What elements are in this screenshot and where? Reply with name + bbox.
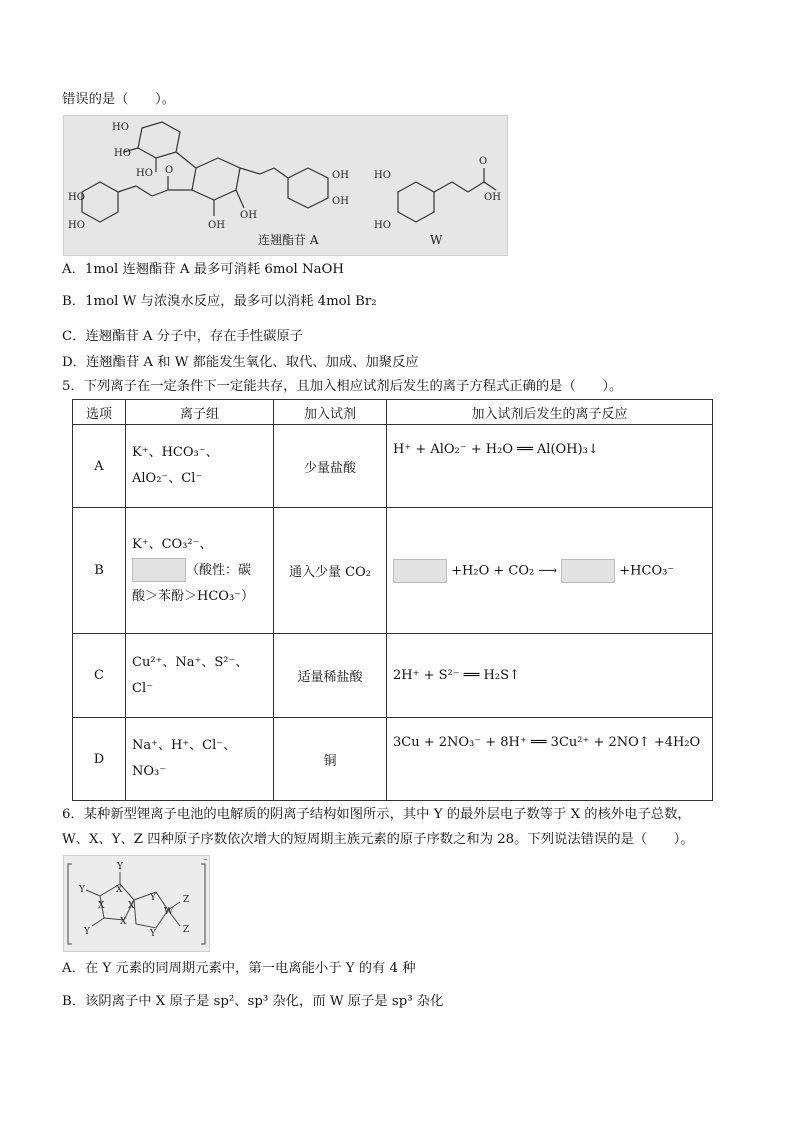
row-c-ions: Cu²⁺、Na⁺、S²⁻、 Cl⁻ <box>126 634 274 718</box>
q6-stem-line-2: W、X、Y、Z 四种原子序数依次增大的短周期主族元素的原子序数之和为 28。下列说法错误的是（ ）。 <box>62 832 694 847</box>
row-b-ions: K⁺、CO₃²⁻、 （酸性：碳 酸＞苯酚＞HCO₃⁻） <box>126 508 274 634</box>
label-z-2: Z <box>183 925 190 935</box>
label-y-bottom: Y <box>84 927 90 937</box>
label-y-ring-2: Y <box>150 929 156 939</box>
row-b-option: B <box>73 508 126 634</box>
anion-structure-diagram <box>64 856 209 951</box>
label-x-2: X <box>98 901 105 911</box>
row-d-reaction: 3Cu + 2NO₃⁻ + 8H⁺ ══ 3Cu²⁺ + 2NO↑ +4H₂O <box>387 718 713 801</box>
label-oh-w: OH <box>484 192 501 203</box>
row-a-reagent: 少量盐酸 <box>274 425 387 508</box>
q5-ion-table <box>72 399 713 801</box>
row-a-option: A <box>73 425 126 508</box>
q4-stem-tail: 错误的是（ ）。 <box>62 92 176 107</box>
row-a-reaction: H⁺ + AlO₂⁻ + H₂O ══ Al(OH)₃↓ <box>387 425 713 508</box>
label-y-ring-1: Y <box>150 893 156 903</box>
q6-option-a: A．在 Y 元素的同周期元素中，第一电离能小于 Y 的有 4 种 <box>62 961 416 976</box>
label-oh-2: OH <box>332 196 349 207</box>
label-charge: ⁻ <box>203 857 208 867</box>
label-y-top: Y <box>117 862 123 872</box>
label-x-1: X <box>116 885 123 895</box>
phenol-structure-image <box>561 559 615 583</box>
row-c-reagent: 适量稀盐酸 <box>274 634 387 718</box>
q4-option-a: A．1mol 连翘酯苷 A 最多可消耗 6mol NaOH <box>62 262 345 277</box>
row-d-option: D <box>73 718 126 801</box>
q4-option-c: C．连翘酯苷 A 分子中，存在手性碳原子 <box>62 329 303 344</box>
label-ho-1: HO <box>112 122 129 133</box>
q6-anion-figure <box>63 855 210 952</box>
q6-option-b: B．该阴离子中 X 原子是 sp²、sp³ 杂化，而 W 原子是 sp³ 杂化 <box>62 994 444 1009</box>
label-ho-3: HO <box>136 168 153 179</box>
label-o-w: O <box>479 156 488 167</box>
label-y-left: Y <box>79 885 85 895</box>
phenolate-structure-image <box>393 559 447 583</box>
label-oh-4: OH <box>240 210 257 221</box>
row-c-option: C <box>73 634 126 718</box>
molecule-diagram <box>64 116 507 255</box>
label-ho-5: HO <box>68 220 85 231</box>
label-ho-w1: HO <box>374 170 391 181</box>
table-row <box>73 508 713 634</box>
header-reaction: 加入试剂后发生的离子反应 <box>387 400 713 425</box>
label-x-4: X <box>120 917 127 927</box>
label-compound-a: 连翘酯苷 A <box>258 233 319 247</box>
label-oh-3: OH <box>208 220 225 231</box>
table-row <box>73 718 713 801</box>
q5-stem: 5．下列离子在一定条件下一定能共存，且加入相应试剂后发生的离子方程式正确的是（ ）。 <box>62 379 623 394</box>
q4-option-b: B．1mol W 与浓溴水反应，最多可以消耗 4mol Br₂ <box>62 294 377 309</box>
q4-option-d: D．连翘酯苷 A 和 W 都能发生氧化、取代、加成、加聚反应 <box>62 355 419 370</box>
table-row <box>73 425 713 508</box>
row-b-reaction: +H₂O + CO₂ ⟶ +HCO₃⁻ <box>387 508 713 634</box>
label-w: W <box>164 907 174 917</box>
label-ho-2: HO <box>114 148 131 159</box>
label-x-3: X <box>128 901 135 911</box>
row-c-reaction: 2H⁺ + S²⁻ ══ H₂S↑ <box>387 634 713 718</box>
phenolate-structure-image <box>132 558 186 582</box>
label-oh-1: OH <box>332 170 349 181</box>
label-o-1: O <box>165 165 174 176</box>
q6-stem-line-1: 6．某种新型锂离子电池的电解质的阴离子结构如图所示，其中 Y 的最外层电子数等于 X 的核外电子总数， <box>62 807 691 822</box>
label-ho-4: HO <box>68 192 85 203</box>
q4-structure-figure <box>63 115 508 256</box>
header-option: 选项 <box>73 400 126 425</box>
table-row <box>73 634 713 718</box>
header-reagent: 加入试剂 <box>274 400 387 425</box>
row-b-reagent: 通入少量 CO₂ <box>274 508 387 634</box>
row-d-ions: Na⁺、H⁺、Cl⁻、 NO₃⁻ <box>126 718 274 801</box>
row-a-ions: K⁺、HCO₃⁻、 AlO₂⁻、Cl⁻ <box>126 425 274 508</box>
header-ions: 离子组 <box>126 400 274 425</box>
row-d-reagent: 铜 <box>274 718 387 801</box>
table-header-row <box>73 400 713 425</box>
label-ho-w2: HO <box>374 220 391 231</box>
label-z-1: Z <box>183 895 190 905</box>
label-compound-w: W <box>430 233 443 247</box>
